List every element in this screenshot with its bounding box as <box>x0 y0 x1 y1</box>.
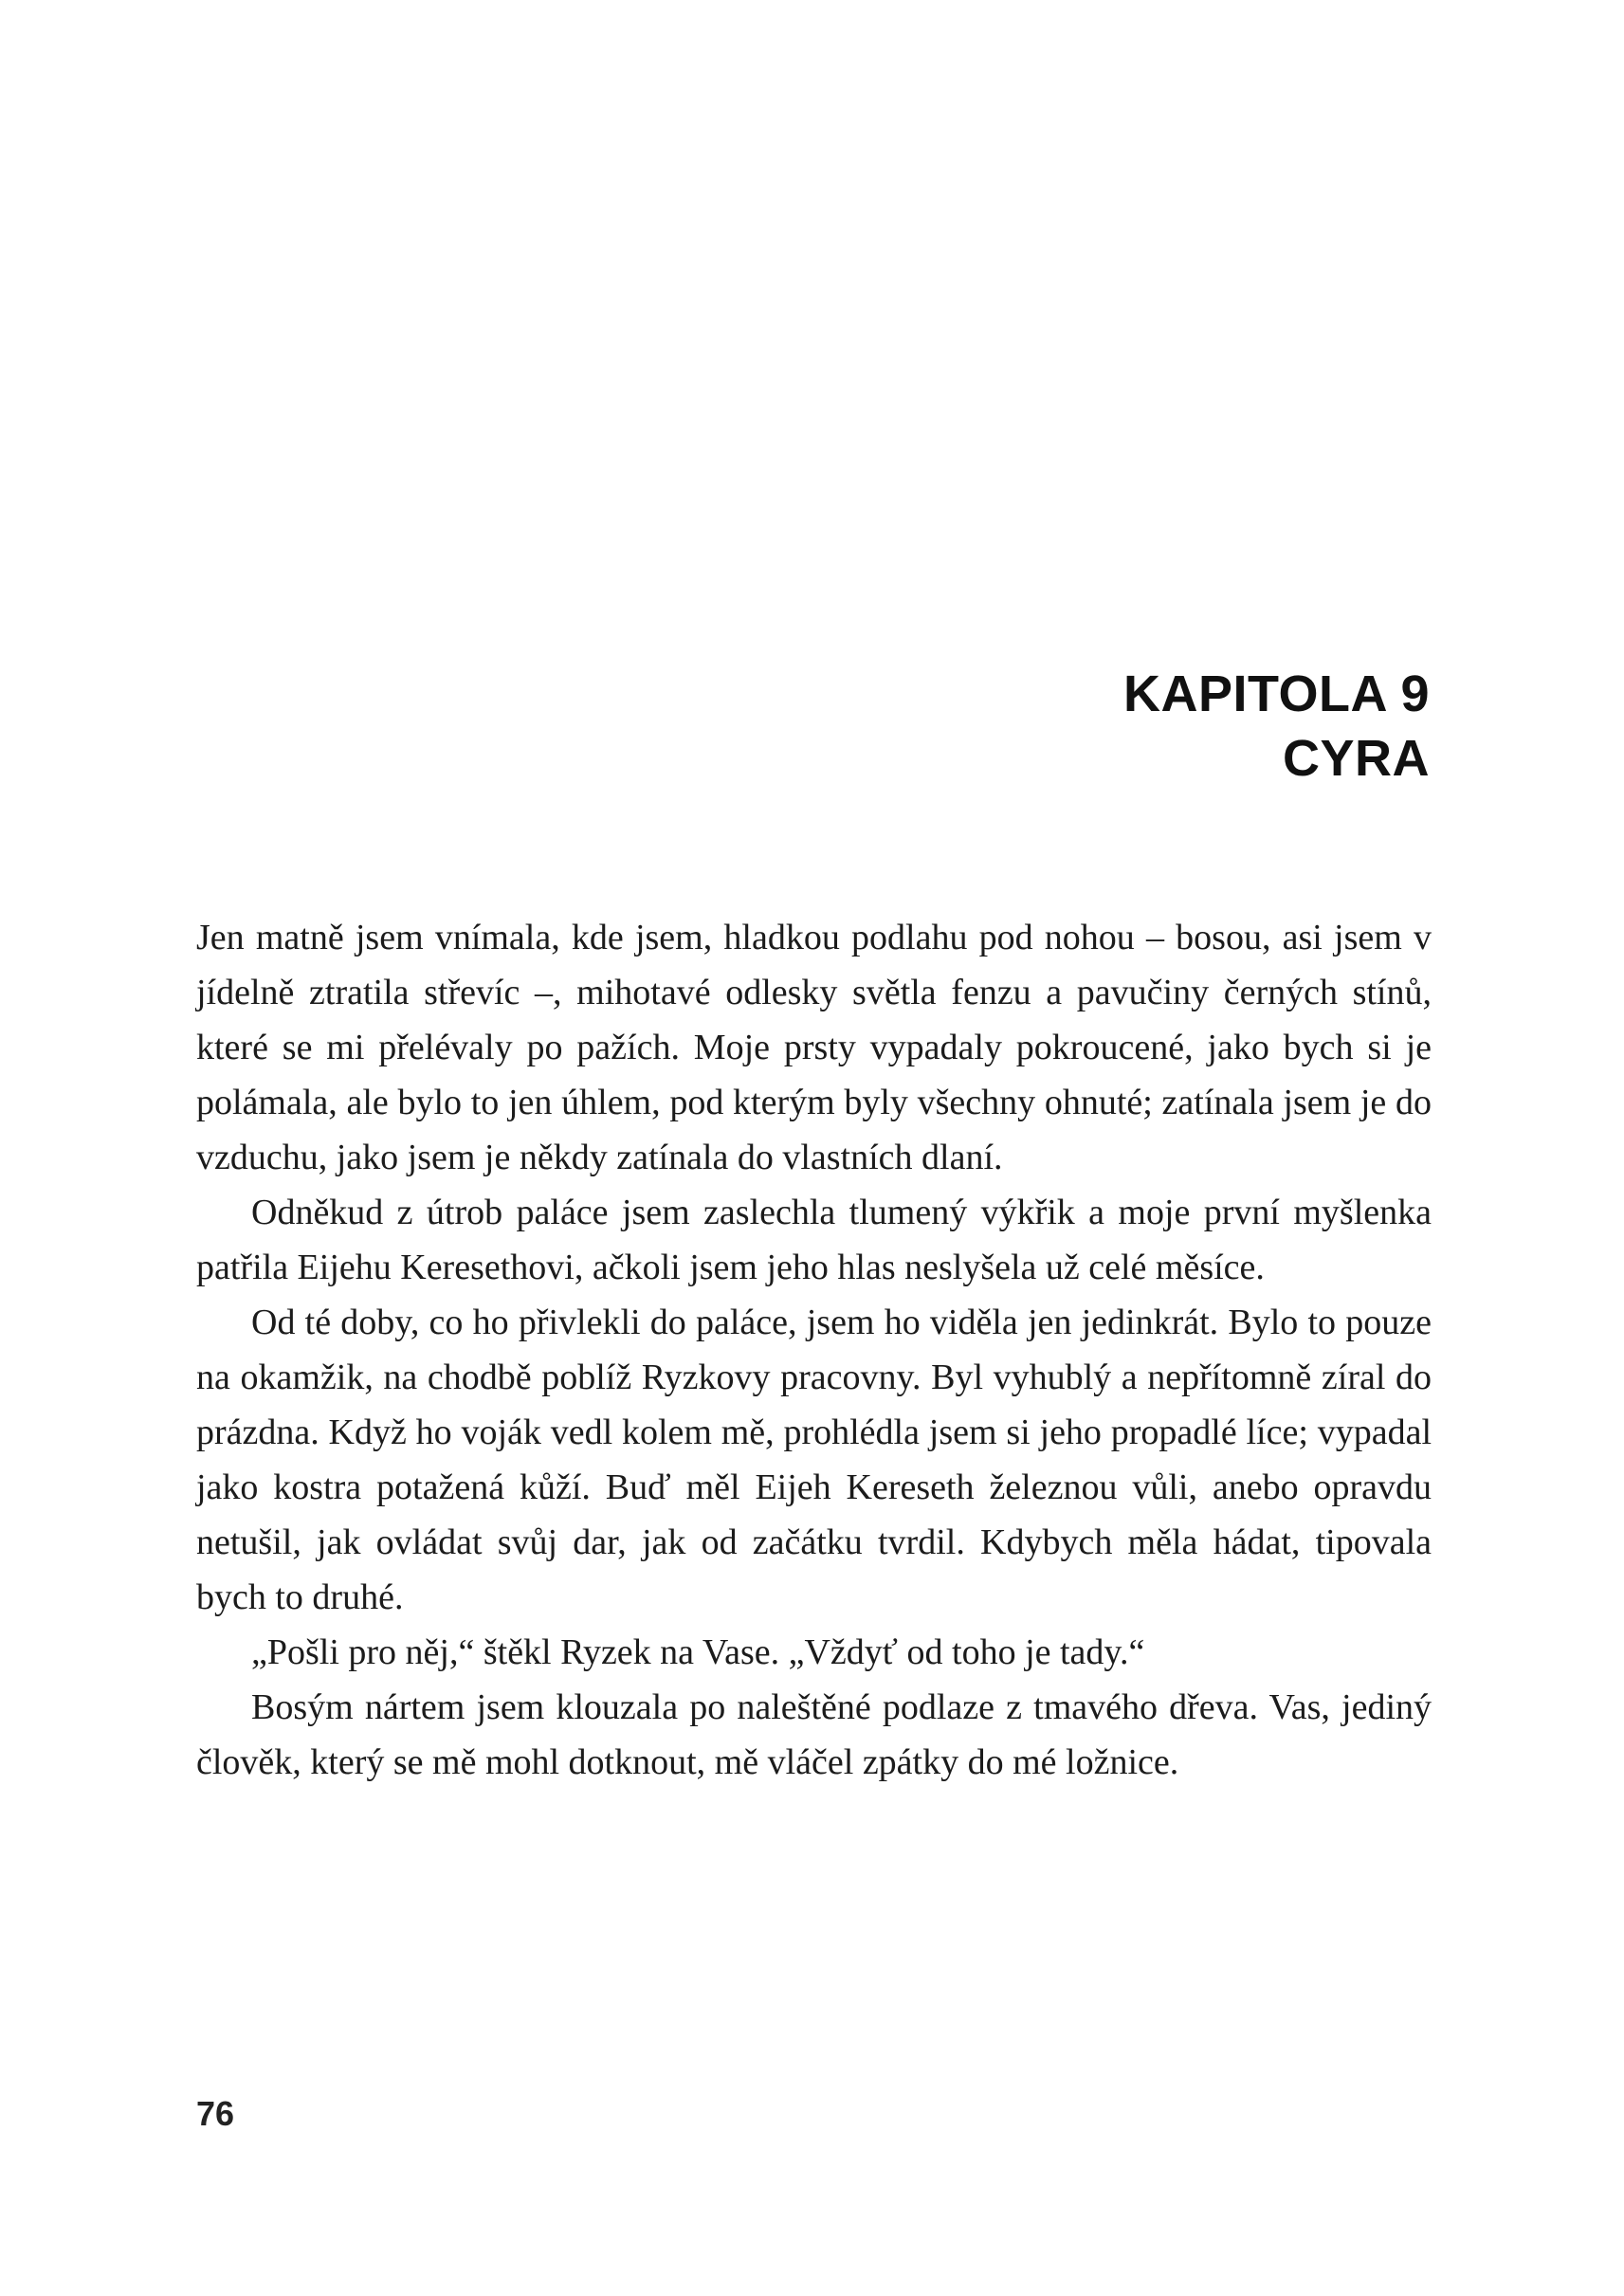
page-number: 76 <box>196 2094 235 2133</box>
paragraph: Od té doby, co ho přivlekli do paláce, jsem ho viděla jen jedinkrát. Bylo to pouze na okamžik, na chodbě poblíž Ryzkovy pracovny. Byl vyhublý a nepřítomně zíral do prázdna. Když ho voják vedl kolem mě, prohlédla jsem si jeho propadlé líce; vypadal jako kostra potažená kůží. Buď měl Eijeh Kereseth železnou vůli, anebo opravdu netušil, jak ovládat svůj dar, jak od začátku tvrdil. Kdybych měla hádat, tipovala bych to druhé. <box>196 1303 1432 1617</box>
paragraph: Odněkud z útrob paláce jsem zaslechla tlumený výkřik a moje první myšlenka patřila Eijehu Keresethovi, ačkoli jsem jeho hlas neslyšela už celé měsíce. <box>196 1193 1432 1287</box>
paragraph: „Pošli pro něj,“ štěkl Ryzek na Vase. „Vždyť od toho je tady.“ <box>251 1632 1145 1672</box>
paragraph: Jen matně jsem vnímala, kde jsem, hladkou podlahu pod nohou – bosou, asi jsem v jídelně ztratila střevíc –, mihotavé odlesky světla fenzu a pavučiny černých stínů, které se mi přelévaly po pažích. Moje prsty vypadaly pokroucené, jako bych si je polámala, ale bylo to jen úhlem, pod kterým byly všechny ohnuté; zatínala jsem je do vzduchu, jako jsem je někdy zatínala do vlastních dlaní. <box>196 918 1432 1177</box>
chapter-heading <box>1123 662 1430 791</box>
paragraph: Bosým nártem jsem klouzala po naleštěné podlaze z tmavého dřeva. Vas, jediný člověk, který se mě mohl dotknout, mě vláčel zpátky do mé ložnice. <box>196 1687 1432 1782</box>
chapter-number: KAPITOLA 9 <box>1122 665 1430 722</box>
chapter-title: CYRA <box>1282 730 1430 787</box>
body-text <box>196 910 1432 1790</box>
